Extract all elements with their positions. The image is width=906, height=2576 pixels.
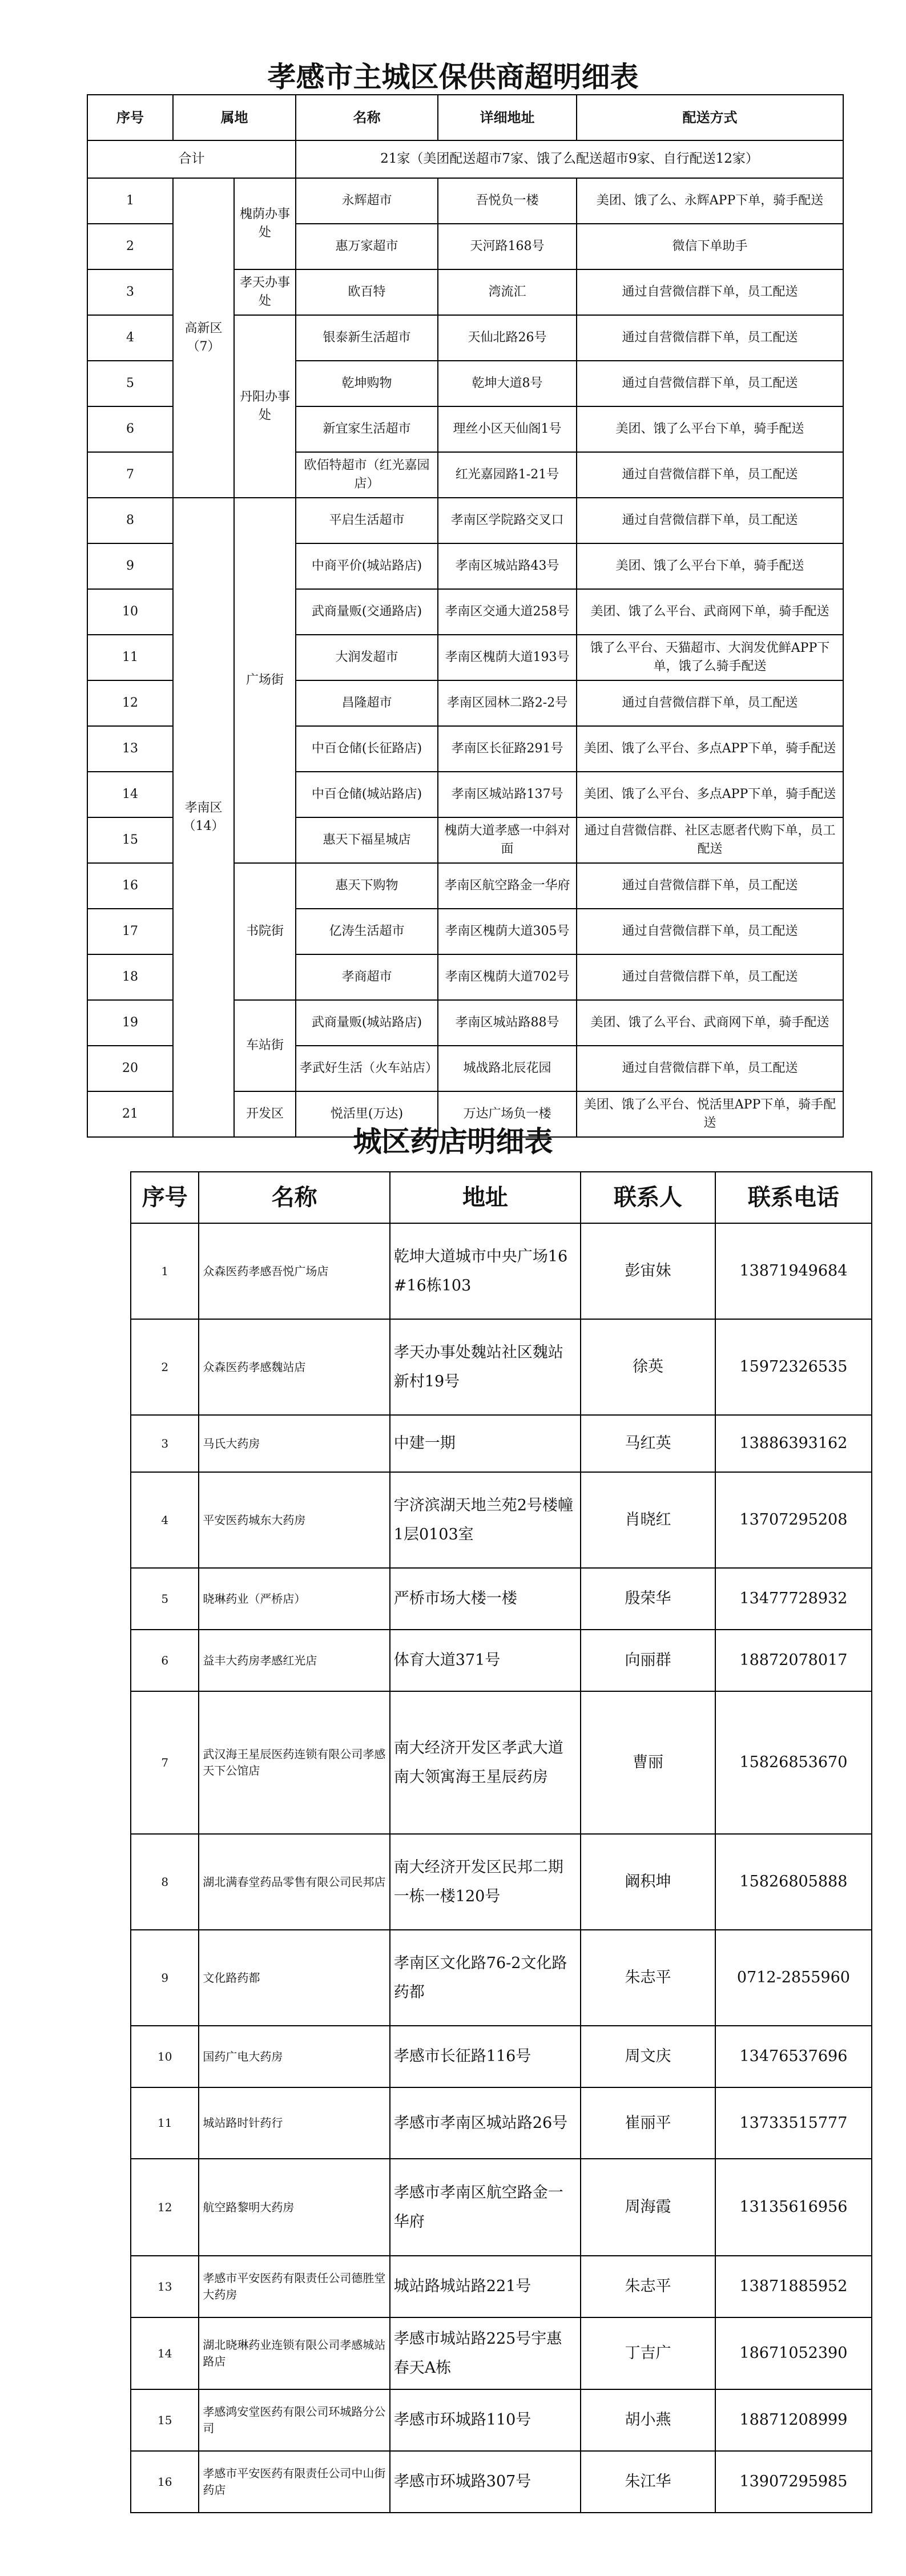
pharmacy-name: 城站路时针药行 xyxy=(199,2087,389,2159)
row-no: 2 xyxy=(131,1319,199,1415)
pharmacy-name: 平安医药城东大药房 xyxy=(199,1472,389,1568)
header-name: 名称 xyxy=(296,95,438,140)
store-name: 欧佰特超市（红光嘉园店） xyxy=(296,452,438,498)
header-delivery: 配送方式 xyxy=(577,95,843,140)
row-no: 14 xyxy=(131,2317,199,2389)
contact-phone: 13707295208 xyxy=(715,1472,872,1568)
contact-person: 肖晓红 xyxy=(581,1472,715,1568)
contact-person: 周海霞 xyxy=(581,2159,715,2256)
pharmacy-name: 益丰大药房孝感红光店 xyxy=(199,1630,389,1691)
store-delivery: 饿了么平台、天猫超市、大润发优鲜APP下单，饿了么骑手配送 xyxy=(577,635,843,680)
subdistrict-cell: 丹阳办事处 xyxy=(234,315,296,498)
pharmacy-address: 孝天办事处魏站社区魏站新村19号 xyxy=(390,1319,581,1415)
pharmacy-name: 湖北满春堂药品零售有限公司民邦店 xyxy=(199,1834,389,1930)
pharmacy-address: 孝感市长征路116号 xyxy=(390,2026,581,2087)
row-no: 15 xyxy=(87,817,173,863)
row-no: 4 xyxy=(87,315,173,361)
row-no: 6 xyxy=(131,1630,199,1691)
pharmacy-address: 体育大道371号 xyxy=(390,1630,581,1691)
row-no: 16 xyxy=(131,2451,199,2513)
store-name: 亿涛生活超市 xyxy=(296,909,438,954)
district-cell: 高新区（7） xyxy=(173,178,234,498)
table-row xyxy=(131,1568,872,1630)
row-no: 20 xyxy=(87,1046,173,1091)
store-address: 孝南区城站路88号 xyxy=(438,1000,577,1046)
contact-phone: 13476537696 xyxy=(715,2026,872,2087)
store-address: 孝南区城站路137号 xyxy=(438,772,577,817)
store-delivery: 美团、饿了么平台、多点APP下单，骑手配送 xyxy=(577,726,843,772)
store-name: 惠万家超市 xyxy=(296,224,438,269)
pharmacy-address: 孝感市城站路225号宇惠春天A栋 xyxy=(390,2317,581,2389)
store-name: 新宜家生活超市 xyxy=(296,406,438,452)
pharmacy-address: 严桥市场大楼一楼 xyxy=(390,1568,581,1630)
table-row xyxy=(131,2389,872,2451)
table-row xyxy=(131,2317,872,2389)
store-delivery: 通过自营微信群下单，员工配送 xyxy=(577,680,843,726)
store-name: 孝武好生活（火车站店） xyxy=(296,1046,438,1091)
store-name: 昌隆超市 xyxy=(296,680,438,726)
row-no: 7 xyxy=(131,1691,199,1834)
pharmacy-name: 众森医药孝感魏站店 xyxy=(199,1319,389,1415)
store-delivery: 通过自营微信群下单，员工配送 xyxy=(577,909,843,954)
row-no: 5 xyxy=(131,1568,199,1630)
table-row xyxy=(131,1630,872,1691)
pharmacy-name: 晓琳药业（严桥店） xyxy=(199,1568,389,1630)
pharmacy-name: 文化路药都 xyxy=(199,1930,389,2026)
row-no: 2 xyxy=(87,224,173,269)
row-no: 3 xyxy=(87,269,173,315)
row-no: 6 xyxy=(87,406,173,452)
table-row xyxy=(131,1691,872,1834)
row-no: 16 xyxy=(87,863,173,909)
store-address: 孝南区长征路291号 xyxy=(438,726,577,772)
table-row xyxy=(131,1319,872,1415)
store-address: 天仙北路26号 xyxy=(438,315,577,361)
contact-person: 崔丽平 xyxy=(581,2087,715,2159)
store-name: 欧百特 xyxy=(296,269,438,315)
row-no: 9 xyxy=(131,1930,199,2026)
contact-phone: 13477728932 xyxy=(715,1568,872,1630)
header-phone: 联系电话 xyxy=(715,1172,872,1223)
store-name: 中百仓储(长征路店) xyxy=(296,726,438,772)
row-no: 11 xyxy=(87,635,173,680)
table-row xyxy=(131,2159,872,2256)
store-address: 孝南区城站路43号 xyxy=(438,543,577,589)
contact-person: 朱志平 xyxy=(581,1930,715,2026)
header-address: 详细地址 xyxy=(438,95,577,140)
store-address: 乾坤大道8号 xyxy=(438,361,577,406)
store-delivery: 通过自营微信群下单，员工配送 xyxy=(577,315,843,361)
row-no: 3 xyxy=(131,1415,199,1472)
row-no: 15 xyxy=(131,2389,199,2451)
store-delivery: 美团、饿了么、永辉APP下单，骑手配送 xyxy=(577,178,843,224)
row-no: 8 xyxy=(131,1834,199,1930)
store-name: 惠天下购物 xyxy=(296,863,438,909)
store-delivery: 美团、饿了么平台下单，骑手配送 xyxy=(577,406,843,452)
pharmacy-name: 武汉海王星辰医药连锁有限公司孝感天下公馆店 xyxy=(199,1691,389,1834)
contact-person: 彭宙妹 xyxy=(581,1223,715,1319)
subdistrict-cell: 孝天办事处 xyxy=(234,269,296,315)
store-address: 孝南区园林二路2-2号 xyxy=(438,680,577,726)
subdistrict-cell: 槐荫办事处 xyxy=(234,178,296,269)
row-no: 7 xyxy=(87,452,173,498)
contact-phone: 15826805888 xyxy=(715,1834,872,1930)
store-address: 孝南区交通大道258号 xyxy=(438,589,577,635)
contact-phone: 13733515777 xyxy=(715,2087,872,2159)
row-no: 5 xyxy=(87,361,173,406)
store-delivery: 美团、饿了么平台、武商网下单，骑手配送 xyxy=(577,589,843,635)
district-cell: 孝南区（14） xyxy=(173,498,234,1137)
table-row xyxy=(131,2087,872,2159)
contact-phone: 18671052390 xyxy=(715,2317,872,2389)
store-name: 银泰新生活超市 xyxy=(296,315,438,361)
store-delivery: 微信下单助手 xyxy=(577,224,843,269)
contact-person: 徐英 xyxy=(581,1319,715,1415)
pharmacy-name: 航空路黎明大药房 xyxy=(199,2159,389,2256)
subdistrict-cell: 广场街 xyxy=(234,498,296,863)
row-no: 1 xyxy=(131,1223,199,1319)
table-header-row xyxy=(87,95,843,140)
store-name: 中商平价(城站路店) xyxy=(296,543,438,589)
row-no: 17 xyxy=(87,909,173,954)
pharmacy-name: 国药广电大药房 xyxy=(199,2026,389,2087)
table-row xyxy=(131,1834,872,1930)
pharmacy-address: 乾坤大道城市中央广场16#16栋103 xyxy=(390,1223,581,1319)
total-label: 合计 xyxy=(87,140,296,178)
table-row xyxy=(87,498,843,543)
store-address: 孝南区航空路金一华府 xyxy=(438,863,577,909)
supermarket-table xyxy=(87,94,844,1138)
row-no: 1 xyxy=(87,178,173,224)
contact-phone: 18871208999 xyxy=(715,2389,872,2451)
contact-person: 向丽群 xyxy=(581,1630,715,1691)
store-name: 大润发超市 xyxy=(296,635,438,680)
contact-person: 周文庆 xyxy=(581,2026,715,2087)
row-no: 10 xyxy=(131,2026,199,2087)
contact-phone: 13907295985 xyxy=(715,2451,872,2513)
contact-phone: 18872078017 xyxy=(715,1630,872,1691)
store-address: 天河路168号 xyxy=(438,224,577,269)
pharmacy-address: 孝感市环城路307号 xyxy=(390,2451,581,2513)
subdistrict-cell: 书院街 xyxy=(234,863,296,1000)
contact-phone: 13886393162 xyxy=(715,1415,872,1472)
contact-phone: 13135616956 xyxy=(715,2159,872,2256)
store-address: 湾流汇 xyxy=(438,269,577,315)
store-delivery: 通过自营微信群下单，员工配送 xyxy=(577,498,843,543)
store-delivery: 通过自营微信群、社区志愿者代购下单，员工配送 xyxy=(577,817,843,863)
header-contact: 联系人 xyxy=(581,1172,715,1223)
store-delivery: 美团、饿了么平台、悦活里APP下单，骑手配送 xyxy=(577,1091,843,1137)
store-address: 红光嘉园路1-21号 xyxy=(438,452,577,498)
header-district: 属地 xyxy=(173,95,296,140)
store-delivery: 通过自营微信群下单，员工配送 xyxy=(577,863,843,909)
pharmacy-address: 孝感市孝南区航空路金一华府 xyxy=(390,2159,581,2256)
pharmacy-address: 南大经济开发区民邦二期一栋一楼120号 xyxy=(390,1834,581,1930)
row-no: 11 xyxy=(131,2087,199,2159)
store-address: 理丝小区天仙阁1号 xyxy=(438,406,577,452)
pharmacy-address: 城站路城站路221号 xyxy=(390,2256,581,2317)
store-delivery: 通过自营微信群下单，员工配送 xyxy=(577,452,843,498)
table-row xyxy=(131,1472,872,1568)
store-name: 中百仓储(城站路店) xyxy=(296,772,438,817)
contact-person: 马红英 xyxy=(581,1415,715,1472)
row-no: 19 xyxy=(87,1000,173,1046)
pharmacy-address: 孝感市孝南区城站路26号 xyxy=(390,2087,581,2159)
contact-phone: 0712-2855960 xyxy=(715,1930,872,2026)
pharmacy-address: 南大经济开发区孝武大道南大领寓海王星辰药房 xyxy=(390,1691,581,1834)
store-address: 槐荫大道孝感一中斜对面 xyxy=(438,817,577,863)
row-no: 9 xyxy=(87,543,173,589)
header-no: 序号 xyxy=(87,95,173,140)
row-no: 12 xyxy=(87,680,173,726)
contact-person: 朱志平 xyxy=(581,2256,715,2317)
store-address: 孝南区槐荫大道193号 xyxy=(438,635,577,680)
pharmacy-name: 马氏大药房 xyxy=(199,1415,389,1472)
pharmacy-table-title: 城区药店明细表 xyxy=(353,1125,553,1158)
store-name: 平启生活超市 xyxy=(296,498,438,543)
row-no: 12 xyxy=(131,2159,199,2256)
store-delivery: 通过自营微信群下单，员工配送 xyxy=(577,954,843,1000)
pharmacy-address: 孝感市环城路110号 xyxy=(390,2389,581,2451)
row-no: 14 xyxy=(87,772,173,817)
row-no: 13 xyxy=(131,2256,199,2317)
contact-person: 曹丽 xyxy=(581,1691,715,1834)
subdistrict-cell: 开发区 xyxy=(234,1091,296,1137)
store-name: 乾坤购物 xyxy=(296,361,438,406)
row-no: 18 xyxy=(87,954,173,1000)
pharmacy-address: 中建一期 xyxy=(390,1415,581,1472)
contact-person: 朱江华 xyxy=(581,2451,715,2513)
row-no: 10 xyxy=(87,589,173,635)
table-row xyxy=(131,2256,872,2317)
header-no: 序号 xyxy=(131,1172,199,1223)
contact-person: 殷荣华 xyxy=(581,1568,715,1630)
row-no: 4 xyxy=(131,1472,199,1568)
contact-person: 胡小燕 xyxy=(581,2389,715,2451)
header-name: 名称 xyxy=(199,1172,389,1223)
store-name: 永辉超市 xyxy=(296,178,438,224)
header-address: 地址 xyxy=(390,1172,581,1223)
table-row xyxy=(131,1223,872,1319)
pharmacy-name: 众森医药孝感吾悦广场店 xyxy=(199,1223,389,1319)
pharmacy-name: 孝感市平安医药有限责任公司中山街药店 xyxy=(199,2451,389,2513)
store-address: 城战路北辰花园 xyxy=(438,1046,577,1091)
table-row xyxy=(131,1930,872,2026)
store-name: 孝商超市 xyxy=(296,954,438,1000)
contact-person: 阚积坤 xyxy=(581,1834,715,1930)
pharmacy-name: 孝感市平安医药有限责任公司德胜堂大药房 xyxy=(199,2256,389,2317)
store-address: 孝南区学院路交叉口 xyxy=(438,498,577,543)
table-row xyxy=(131,1415,872,1472)
contact-phone: 15972326535 xyxy=(715,1319,872,1415)
store-name: 惠天下福星城店 xyxy=(296,817,438,863)
table-row xyxy=(131,2026,872,2087)
store-address: 吾悦负一楼 xyxy=(438,178,577,224)
contact-phone: 15826853670 xyxy=(715,1691,872,1834)
store-delivery: 美团、饿了么平台、武商网下单，骑手配送 xyxy=(577,1000,843,1046)
store-delivery: 美团、饿了么平台、多点APP下单，骑手配送 xyxy=(577,772,843,817)
store-delivery: 通过自营微信群下单，员工配送 xyxy=(577,1046,843,1091)
table-row xyxy=(131,2451,872,2513)
contact-person: 丁吉广 xyxy=(581,2317,715,2389)
store-delivery: 通过自营微信群下单，员工配送 xyxy=(577,361,843,406)
pharmacy-address: 宇济滨湖天地兰苑2号楼幢1层0103室 xyxy=(390,1472,581,1568)
pharmacy-name: 孝感鸿安堂医药有限公司环城路分公司 xyxy=(199,2389,389,2451)
store-address: 孝南区槐荫大道305号 xyxy=(438,909,577,954)
contact-phone: 13871885952 xyxy=(715,2256,872,2317)
row-no: 13 xyxy=(87,726,173,772)
total-value: 21家（美团配送超市7家、饿了么配送超市9家、自行配送12家） xyxy=(296,140,843,178)
store-delivery: 通过自营微信群下单，员工配送 xyxy=(577,269,843,315)
store-name: 悦活里(万达) xyxy=(296,1091,438,1137)
row-no: 21 xyxy=(87,1091,173,1137)
supermarket-table-title: 孝感市主城区保供商超明细表 xyxy=(267,61,639,94)
pharmacy-address: 孝南区文化路76-2文化路药都 xyxy=(390,1930,581,2026)
store-address: 万达广场负一楼 xyxy=(438,1091,577,1137)
store-name: 武商量贩(城站路店) xyxy=(296,1000,438,1046)
store-name: 武商量贩(交通路店) xyxy=(296,589,438,635)
contact-phone: 13871949684 xyxy=(715,1223,872,1319)
store-address: 孝南区槐荫大道702号 xyxy=(438,954,577,1000)
table-row xyxy=(87,178,843,224)
subdistrict-cell: 车站街 xyxy=(234,1000,296,1091)
total-row xyxy=(87,140,843,178)
store-delivery: 美团、饿了么平台下单，骑手配送 xyxy=(577,543,843,589)
pharmacy-table xyxy=(130,1171,872,2513)
pharmacy-name: 湖北晓琳药业连锁有限公司孝感城站路店 xyxy=(199,2317,389,2389)
row-no: 8 xyxy=(87,498,173,543)
table-header-row xyxy=(131,1172,872,1223)
